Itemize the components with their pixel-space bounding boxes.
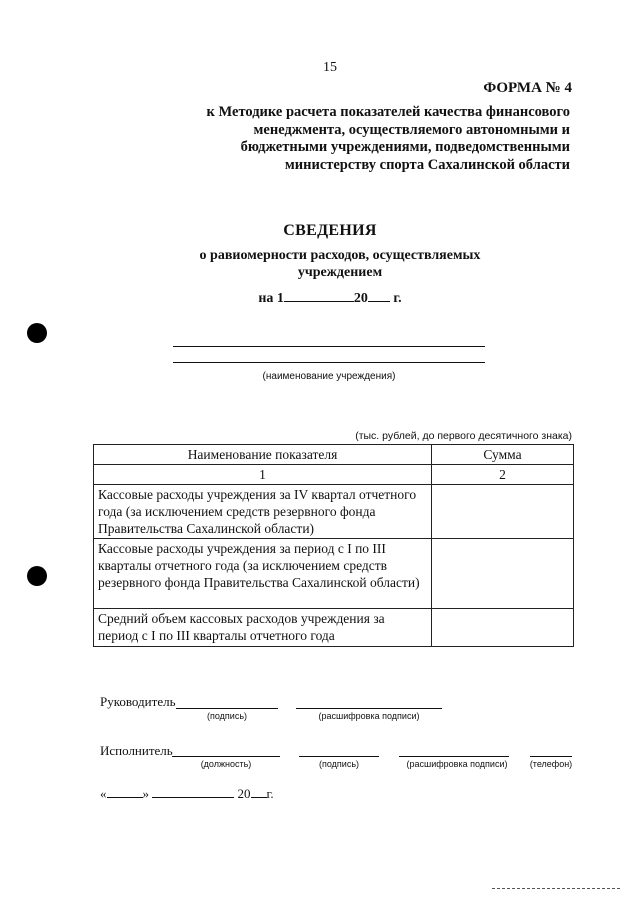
footer-date-suffix: г. xyxy=(266,786,274,801)
appendix-note xyxy=(150,104,570,174)
date-open-quote: « xyxy=(100,786,107,801)
institution-caption: (наименование учреждения) xyxy=(262,371,396,382)
table-row xyxy=(94,485,574,539)
date-blank-day-month[interactable] xyxy=(284,287,354,302)
appendix-line: бюджетными учреждениями, подведомственными xyxy=(240,139,570,155)
table-column-numbers-row xyxy=(94,465,574,485)
executor-label: Исполнитель xyxy=(100,743,173,758)
executor-position-line[interactable] xyxy=(172,756,280,757)
executor-caption-signature: (подпись) xyxy=(318,759,360,769)
footer-date xyxy=(100,783,274,802)
indicators-table xyxy=(93,444,574,647)
date-close-quote: » xyxy=(142,786,149,801)
report-date-line xyxy=(0,287,630,307)
column-number: 2 xyxy=(432,465,574,485)
document-title: СВЕДЕНИЯ xyxy=(283,222,377,239)
indicator-sum[interactable] xyxy=(432,609,574,647)
indicator-sum[interactable] xyxy=(432,485,574,539)
binder-hole xyxy=(27,323,47,343)
appendix-line: менеджмента, осуществляемого автономными и xyxy=(253,121,570,138)
head-signature-line[interactable] xyxy=(176,708,278,709)
indicator-name: Кассовые расходы учреждения за период с I по III кварталы отчетного года (за исключением средств резервного фонда Правительства Сахалинской области) xyxy=(94,539,432,609)
date-year: 20 xyxy=(353,291,368,306)
indicator-name: Средний объем кассовых расходов учреждения за период с I по III кварталы отчетного года xyxy=(94,609,432,647)
document-subtitle xyxy=(160,247,520,281)
binder-hole xyxy=(27,566,47,586)
executor-caption-decoding: (расшифровка подписи) xyxy=(406,759,508,769)
executor-decoding-line[interactable] xyxy=(399,756,509,757)
footer-date-year: 20 xyxy=(237,786,251,801)
table-row xyxy=(94,609,574,647)
head-caption-decoding: (расшифровка подписи) xyxy=(318,711,420,721)
column-number: 1 xyxy=(94,465,432,485)
footer-date-year-blank[interactable] xyxy=(251,783,267,798)
institution-name-line[interactable] xyxy=(173,362,485,363)
executor-caption-phone: (телефон) xyxy=(529,759,573,769)
header-sum: Сумма xyxy=(432,445,574,465)
date-suffix: г. xyxy=(393,291,402,306)
date-prefix: на 1 xyxy=(258,291,284,306)
subtitle-line: учреждением xyxy=(297,265,383,280)
table-row xyxy=(94,539,574,609)
appendix-line: к Методике расчета показателей качества финансового xyxy=(206,104,570,120)
table-header-row xyxy=(94,445,574,465)
date-blank-year[interactable] xyxy=(368,287,390,302)
executor-phone-line[interactable] xyxy=(530,756,572,757)
header-indicator-name: Наименование показателя xyxy=(94,445,432,465)
units-note: (тыс. рублей, до первого десятичного знака) xyxy=(355,430,572,442)
footer-date-month-blank[interactable] xyxy=(152,783,234,798)
page-number: 15 xyxy=(323,60,337,75)
executor-caption-position: (должность) xyxy=(200,759,252,769)
head-label: Руководитель xyxy=(100,694,176,709)
institution-name-line[interactable] xyxy=(173,346,485,347)
head-caption-signature: (подпись) xyxy=(206,711,248,721)
head-signature-decoding-line[interactable] xyxy=(296,708,442,709)
indicator-name: Кассовые расходы учреждения за IV квартал отчетного года (за исключением средств резервного фонда Правительства Сахалинской области) xyxy=(94,485,432,539)
appendix-line: министерству спорта Сахалинской области xyxy=(284,156,570,173)
footer-date-day-blank[interactable] xyxy=(107,783,143,798)
scan-artifact-line xyxy=(492,888,620,889)
indicator-sum[interactable] xyxy=(432,539,574,609)
subtitle-line: о равиомерности расходов, осуществляемых xyxy=(199,248,481,263)
form-number: ФОРМА № 4 xyxy=(483,80,572,96)
executor-signature-line[interactable] xyxy=(299,756,379,757)
